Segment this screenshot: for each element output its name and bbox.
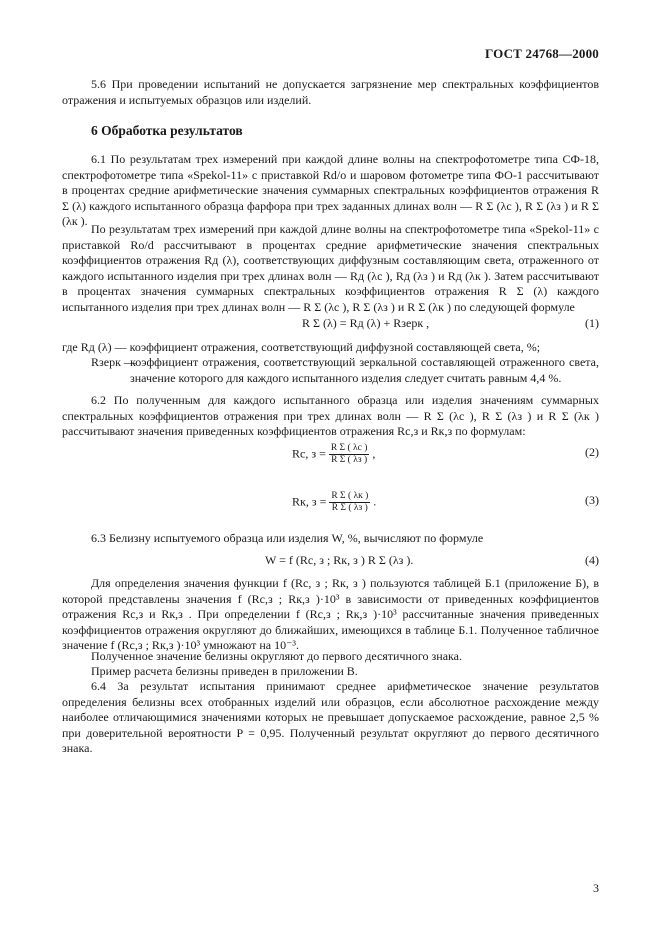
paragraph-rounding: Полученное значение белизны округляют до первого десятичного знака. <box>91 649 463 663</box>
equation-3-lhs: Rк, з = <box>292 494 327 509</box>
equation-1: R Σ (λ) = Rд (λ) + Rзерк , <box>302 316 430 330</box>
equation-2-fraction <box>329 443 370 466</box>
equation-1-number: (1) <box>585 316 599 330</box>
where-line-2: коэффициент отражения, соответствующий зеркальной составляющей отраженного света, значение которого для каждого испытанного изделия следует считать равным 4,4 %. <box>130 355 599 385</box>
equation-2-denominator: R Σ ( λз ) <box>331 455 368 465</box>
equation-2-tail: , <box>372 446 376 461</box>
paragraph-6-2: 6.2 По полученным для каждого испытанного образца или изделия значениям суммарных спектральных коэффициентов отражения при трех длинах волн — R Σ (λс ), R Σ (λз ) и R Σ (λк ) рассчитывают значения приведенных коэффициентов отражения Rс,з и Rк,з по формулам: <box>62 393 599 439</box>
paragraph-6-4: 6.4 За результат испытания принимают среднее арифметическое значение результатов определения белизны всех отобранных изделий или образцов, если абсолютное расхождение между наиболее отличающимися значениями которых не превышает допускаемое расхождение, равное 2,5 % при доверительной вероятности P = 0,95. Полученный результат округляют до первого десятичного знака. <box>62 679 599 756</box>
equation-3-tail: . <box>373 494 377 509</box>
where-symbol-2: Rзерк — <box>91 355 136 369</box>
equation-4: W = f (Rс, з ; Rк, з ) R Σ (λз ). <box>265 553 414 567</box>
paragraph-6-1: 6.1 По результатам трех измерений при каждой длине волны на спектрофотометре типа СФ-18, спектрофотометре типа «Spekol-11» с приставкой Rd/о и шаровом фотометре типа ФО-1 рассчитывают в процентах средние арифметические значения суммарных спектральных коэффициентов отражения R Σ (λ) каждого испытанного образца фарфора при трех заданных длинах волн — R Σ (λс ), R Σ (λз ) и R Σ (λк ). <box>62 152 599 229</box>
where-line-1: где Rд (λ) — коэффициент отражения, соответствующий диффузной составляющей света, %; <box>62 340 541 354</box>
equation-4-number: (4) <box>585 553 599 567</box>
equation-2-numerator: R Σ ( λс ) <box>330 443 368 453</box>
equation-3-denominator: R Σ ( λз ) <box>331 503 368 513</box>
paragraph-5-6: 5.6 При проведении испытаний не допускается загрязнение мер спектральных коэффициентов отражения и испытуемых образцов или изделий. <box>62 77 599 107</box>
equation-2-lhs: Rс, з = <box>292 446 326 461</box>
equation-2-number: (2) <box>585 445 599 459</box>
paragraph-6-3-continued: Для определения значения функции f (Rс, з ; Rк, з ) пользуются таблицей Б.1 (приложение Б), в которой представлены значения f (Rс,з ; Rк,з )·10³ в зависимости от приведенных коэффициентов отражения Rс,з и Rк,з . При определении f (Rс,з ; Rк,з )·10³ рассчитанные значения приведенных коэффициентов отражения округляют до ближайших, имеющихся в таблице Б.1. Полученное табличное значение f (Rс,з ; Rк,з )·10³ умножают на 10⁻³. <box>62 576 599 653</box>
section-6-title: 6 Обработка результатов <box>91 123 243 138</box>
equation-3-numerator: R Σ ( λк ) <box>331 491 369 501</box>
paragraph-6-3: 6.3 Белизну испытуемого образца или изделия W, %, вычисляют по формуле <box>91 531 484 545</box>
page-number: 3 <box>593 881 599 895</box>
equation-3-number: (3) <box>585 493 599 507</box>
equation-3-fraction <box>329 491 370 514</box>
standard-header: ГОСТ 24768—2000 <box>484 46 599 61</box>
paragraph-6-1-continued: По результатам трех измерений при каждой длине волны на спектрофотометре типа «Spekol-11» с приставкой Rо/d рассчитывают в процентах средние арифметические значения спектральных коэффициентов отражения Rд (λ), соответствующих диффузным составляющим света, отраженного от каждого испытанного изделия при трех длинах волн — Rд (λс ), Rд (λз ) и Rд (λк ). Затем рассчитывают в процентах значения суммарных спектральных коэффициентов отражения R Σ (λ) каждого испытанного изделия при трех длинах волн — R Σ (λс ), R Σ (λз ) и R Σ (λк ) по следующей формуле <box>62 222 599 314</box>
equation-2 <box>292 443 375 466</box>
equation-3 <box>292 491 376 514</box>
paragraph-example: Пример расчета белизны приведен в приложении В. <box>91 664 358 678</box>
